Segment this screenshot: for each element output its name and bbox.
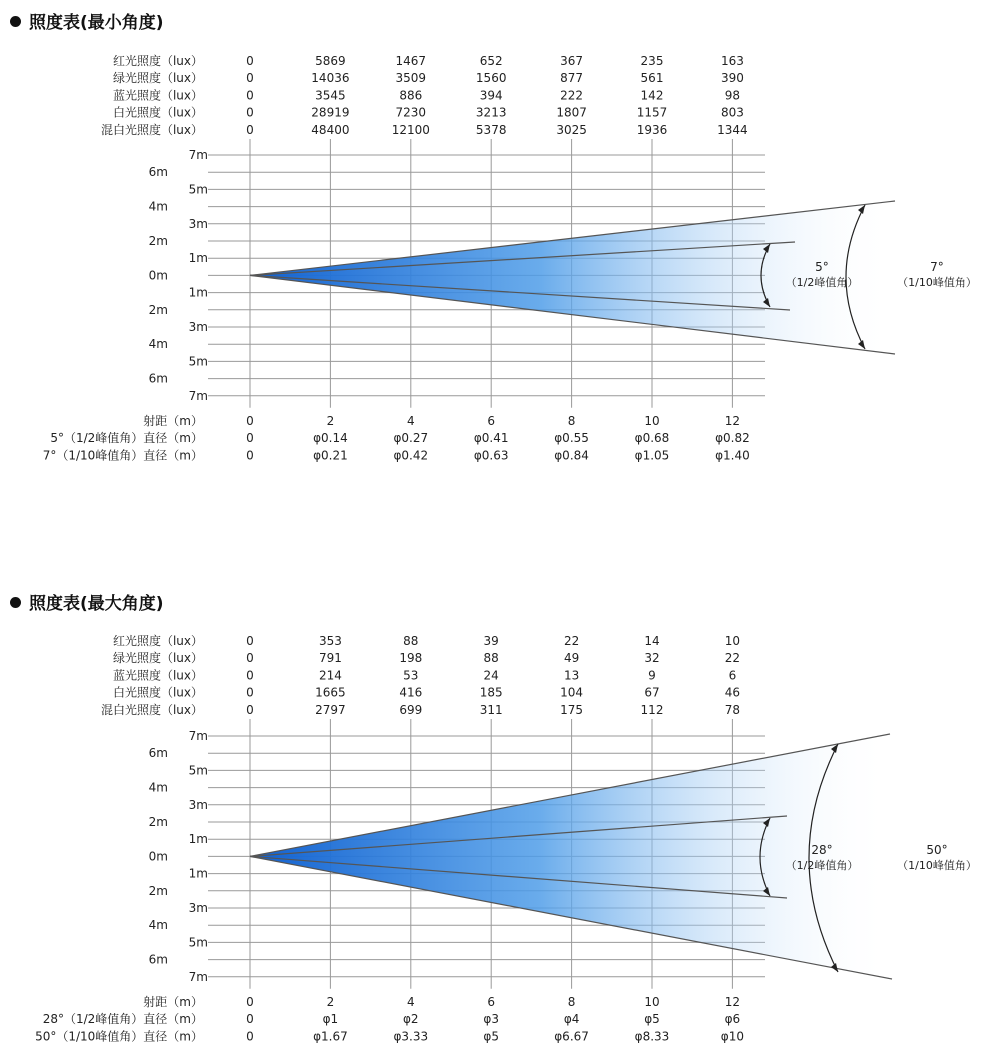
outer-angle-label: （1/10峰值角）: [897, 859, 977, 872]
illuminance-row-label: 白光照度（lux）: [112, 685, 203, 700]
illuminance-value: 0: [246, 685, 254, 700]
distance-value: 6: [487, 995, 496, 1009]
distance-value: 6: [487, 414, 496, 428]
illuminance-value: 98: [724, 88, 741, 103]
diameter-value: φ6: [724, 1012, 741, 1027]
diameter-value: φ4: [563, 1012, 580, 1027]
y-tick-label: 6m: [148, 371, 168, 386]
diameter-value: φ0.21: [313, 448, 348, 463]
illuminance-value: 235: [640, 54, 664, 68]
diameter-value: φ0.41: [473, 431, 509, 446]
illuminance-value: 39: [483, 634, 499, 648]
illuminance-value: 3545: [315, 88, 346, 103]
illuminance-value: 24: [483, 668, 499, 683]
illuminance-value: 3025: [556, 122, 587, 137]
illuminance-value: 198: [399, 651, 423, 666]
diameter-value: φ3: [483, 1012, 499, 1027]
illuminance-value: 561: [640, 71, 664, 86]
distance-value: 12: [724, 995, 741, 1009]
illuminance-value: 88: [483, 651, 499, 666]
illuminance-value: 214: [318, 668, 342, 683]
outer-angle-degrees: 7°: [930, 260, 944, 274]
y-tick-label: 2m: [148, 883, 168, 898]
y-tick-label: 2m: [148, 815, 168, 829]
y-tick-label: 7m: [188, 148, 208, 162]
illuminance-value: 22: [563, 634, 580, 648]
illuminance-value: 9: [648, 668, 656, 683]
illuminance-value: 1936: [636, 122, 668, 137]
illuminance-row-label: 混白光照度（lux）: [100, 122, 203, 137]
illuminance-value: 5378: [475, 122, 507, 137]
illuminance-row-label: 蓝光照度（lux）: [112, 668, 203, 683]
y-tick-label: 0m: [148, 268, 168, 283]
illuminance-value: 0: [246, 634, 254, 648]
illuminance-value: 699: [399, 702, 423, 717]
illuminance-row-label: 绿光照度（lux）: [112, 71, 203, 86]
illuminance-value: 48400: [311, 122, 350, 137]
diameter-row-label: 7°（1/10峰值角）直径（m）: [42, 448, 203, 463]
y-tick-label: 5m: [188, 182, 208, 197]
distance-row-label: 射距（m）: [143, 995, 203, 1009]
diameter-value: φ0.14: [313, 431, 348, 446]
diameter-value: φ0.42: [393, 448, 429, 463]
inner-angle-degrees: 28°: [811, 843, 833, 857]
outer-angle-label: （1/10峰值角）: [897, 276, 977, 289]
illuminance-value: 0: [246, 105, 254, 120]
illuminance-value: 353: [318, 634, 342, 648]
y-tick-label: 4m: [148, 780, 168, 795]
diameter-value: 0: [246, 1029, 254, 1044]
illuminance-value: 0: [246, 702, 254, 717]
y-tick-label: 4m: [148, 199, 168, 214]
illuminance-value: 0: [246, 651, 254, 666]
illuminance-value: 49: [563, 651, 580, 666]
y-tick-label: 5m: [188, 935, 208, 950]
y-tick-label: 1m: [188, 866, 208, 881]
illuminance-value: 222: [560, 88, 584, 103]
illuminance-row-label: 混白光照度（lux）: [100, 702, 203, 717]
y-tick-label: 5m: [188, 763, 208, 778]
distance-value: 0: [246, 414, 254, 428]
illuminance-value: 886: [399, 88, 423, 103]
illuminance-value: 0: [246, 54, 254, 68]
y-tick-label: 7m: [188, 388, 208, 403]
distance-value: 12: [724, 414, 741, 428]
chart-section-max-angle: [0, 580, 1000, 1064]
diameter-row-label: 5°（1/2峰值角）直径（m）: [50, 431, 203, 446]
y-tick-label: 7m: [188, 969, 208, 984]
illuminance-value: 652: [479, 54, 503, 68]
illuminance-row-label: 红光照度（lux）: [112, 634, 203, 648]
y-tick-label: 4m: [148, 918, 168, 933]
illuminance-value: 367: [560, 54, 584, 68]
y-tick-label: 5m: [188, 354, 208, 369]
illuminance-value: 13: [563, 668, 580, 683]
illuminance-value: 142: [640, 88, 664, 103]
illuminance-value: 12100: [391, 122, 430, 137]
inner-angle-label: （1/2峰值角）: [785, 276, 859, 289]
illuminance-value: 0: [246, 668, 254, 683]
diameter-value: φ1.40: [715, 448, 750, 463]
illuminance-value: 22: [724, 651, 741, 666]
illuminance-value: 1560: [475, 71, 507, 86]
diameter-value: φ10: [720, 1029, 744, 1044]
illuminance-value: 311: [479, 702, 503, 717]
illuminance-value: 10: [724, 634, 741, 648]
illuminance-value: 877: [560, 71, 584, 86]
illuminance-row-label: 蓝光照度（lux）: [112, 88, 203, 103]
y-tick-label: 7m: [188, 729, 208, 743]
diameter-value: φ5: [644, 1012, 660, 1027]
illuminance-value: 394: [479, 88, 503, 103]
diameter-value: φ0.68: [634, 431, 670, 446]
diameter-value: 0: [246, 448, 254, 463]
illuminance-value: 7230: [395, 105, 427, 120]
distance-value: 4: [406, 995, 415, 1009]
illuminance-value: 791: [318, 651, 342, 666]
distance-value: 2: [326, 414, 335, 428]
illuminance-value: 803: [720, 105, 744, 120]
y-tick-label: 4m: [148, 337, 168, 352]
y-tick-label: 3m: [188, 320, 208, 334]
y-tick-label: 3m: [188, 216, 208, 231]
distance-value: 2: [326, 995, 335, 1009]
y-tick-label: 6m: [148, 952, 168, 967]
diameter-value: φ8.33: [634, 1029, 670, 1044]
inner-angle-degrees: 5°: [815, 260, 829, 274]
diameter-value: φ0.27: [393, 431, 429, 446]
illuminance-value: 0: [246, 71, 254, 86]
illuminance-value: 32: [644, 651, 660, 666]
illuminance-value: 1807: [556, 105, 587, 120]
illuminance-value: 67: [644, 685, 660, 700]
diameter-value: φ0.55: [554, 431, 589, 446]
y-tick-label: 0m: [148, 849, 168, 864]
illuminance-value: 1344: [717, 122, 748, 137]
y-tick-label: 2m: [148, 302, 168, 317]
illuminance-value: 1467: [395, 54, 427, 68]
illuminance-value: 5869: [315, 54, 346, 68]
y-tick-label: 3m: [188, 797, 208, 812]
distance-value: 0: [246, 995, 254, 1009]
diameter-value: 0: [246, 1012, 254, 1027]
illuminance-value: 390: [720, 71, 744, 86]
y-tick-label: 3m: [188, 901, 208, 915]
illuminance-value: 112: [640, 702, 664, 717]
illuminance-value: 88: [403, 634, 419, 648]
y-tick-label: 1m: [188, 251, 208, 266]
illuminance-value: 1157: [636, 105, 668, 120]
diameter-value: φ1: [322, 1012, 339, 1027]
illuminance-value: 416: [399, 685, 423, 700]
illuminance-value: 163: [720, 54, 744, 68]
diameter-row-label: 28°（1/2峰值角）直径（m）: [42, 1012, 203, 1027]
illuminance-value: 104: [560, 685, 584, 700]
outer-angle-degrees: 50°: [926, 843, 948, 857]
illuminance-value: 175: [560, 702, 584, 717]
illuminance-value: 0: [246, 122, 254, 137]
diameter-value: φ2: [403, 1012, 419, 1027]
illuminance-value: 0: [246, 88, 254, 103]
diameter-value: 0: [246, 431, 254, 446]
distance-value: 8: [567, 414, 576, 428]
diameter-value: φ5: [483, 1029, 499, 1044]
diameter-value: φ1.67: [313, 1029, 348, 1044]
diameter-value: φ0.82: [715, 431, 750, 446]
illuminance-row-label: 红光照度（lux）: [112, 54, 203, 68]
distance-value: 10: [644, 995, 660, 1009]
illuminance-value: 53: [403, 668, 419, 683]
diameter-value: φ6.67: [554, 1029, 589, 1044]
illuminance-value: 78: [724, 702, 741, 717]
illuminance-value: 185: [479, 685, 503, 700]
y-tick-label: 6m: [148, 165, 168, 180]
section-title: 照度表(最大角度): [29, 594, 164, 614]
diameter-value: φ0.63: [473, 448, 509, 463]
y-tick-label: 6m: [148, 746, 168, 761]
chart-section-min-angle: [0, 0, 1000, 520]
illuminance-value: 14: [644, 634, 660, 648]
y-tick-label: 2m: [148, 234, 168, 248]
section-title: 照度表(最小角度): [29, 13, 164, 33]
illuminance-value: 3509: [395, 71, 427, 86]
illuminance-value: 3213: [475, 105, 507, 120]
illuminance-value: 6: [728, 668, 737, 683]
illuminance-value: 1665: [315, 685, 346, 700]
beam-chart-max-angle: [0, 580, 1000, 1064]
diameter-value: φ3.33: [393, 1029, 429, 1044]
distance-row-label: 射距（m）: [143, 414, 203, 428]
illuminance-value: 46: [724, 685, 741, 700]
illuminance-row-label: 绿光照度（lux）: [112, 651, 203, 666]
distance-value: 4: [406, 414, 415, 428]
y-tick-label: 1m: [188, 832, 208, 847]
illuminance-row-label: 白光照度（lux）: [112, 105, 203, 120]
distance-value: 10: [644, 414, 660, 428]
illuminance-value: 28919: [311, 105, 350, 120]
inner-angle-label: （1/2峰值角）: [785, 859, 859, 872]
diameter-value: φ1.05: [634, 448, 670, 463]
illuminance-value: 14036: [311, 71, 350, 86]
beam-chart-min-angle: [0, 0, 1000, 520]
diameter-row-label: 50°（1/10峰值角）直径（m）: [35, 1029, 203, 1044]
illuminance-value: 2797: [315, 702, 346, 717]
diameter-value: φ0.84: [554, 448, 589, 463]
distance-value: 8: [567, 995, 576, 1009]
y-tick-label: 1m: [188, 285, 208, 300]
